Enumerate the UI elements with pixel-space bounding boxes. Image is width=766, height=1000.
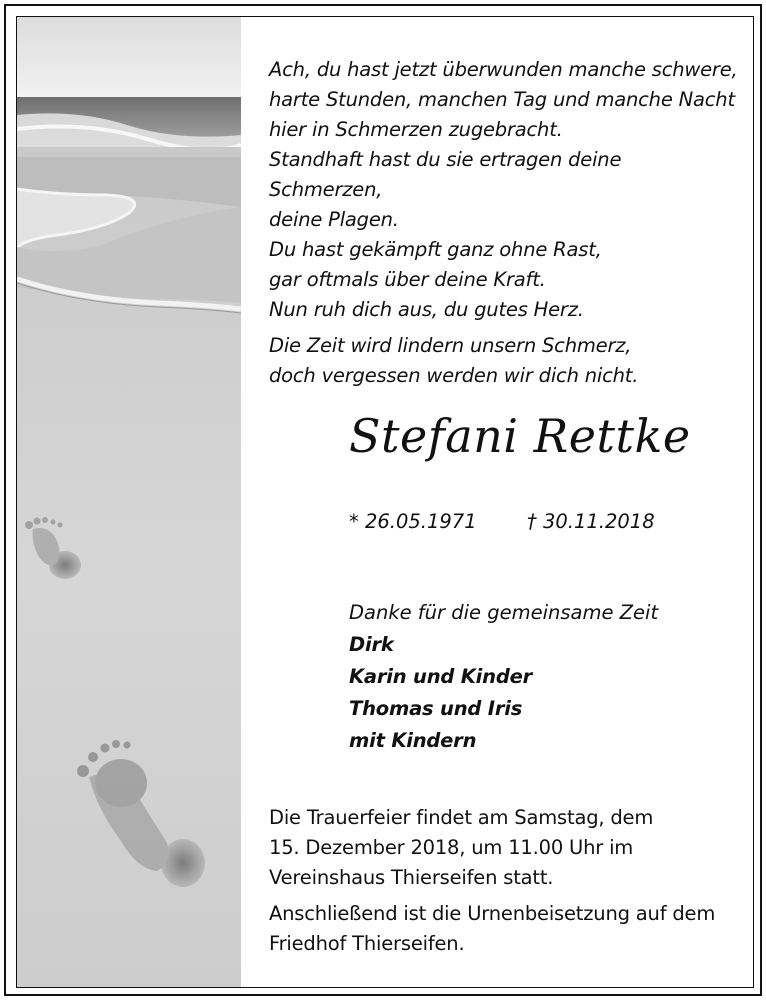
family-member: Thomas und Iris xyxy=(349,697,523,720)
inner-frame xyxy=(16,16,754,988)
burial-line: Anschließend ist die Urnenbeisetzung auf dem xyxy=(269,902,716,925)
poem-line: Die Zeit wird lindern unsern Schmerz, xyxy=(269,334,632,357)
poem-line: harte Stunden, manchen Tag und manche Nacht xyxy=(269,88,735,111)
poem-line: deine Plagen. xyxy=(269,208,399,231)
thanks-intro: Danke für die gemeinsame Zeit xyxy=(349,601,659,624)
poem-closing xyxy=(269,331,739,391)
beach-footprints-photo xyxy=(17,17,241,987)
poem-line: hier in Schmerzen zugebracht. xyxy=(269,118,563,141)
outer-frame xyxy=(4,4,762,996)
family-member: Karin und Kinder xyxy=(349,665,533,688)
obituary-text xyxy=(269,17,739,987)
burial-notice xyxy=(269,899,715,959)
poem-line: Standhaft hast du sie ertragen deine Schmerzen, xyxy=(269,148,622,201)
poem-line: gar oftmals über deine Kraft. xyxy=(269,268,546,291)
poem-line: doch vergessen werden wir dich nicht. xyxy=(269,364,639,387)
poem xyxy=(269,55,739,391)
service-line: Vereinshaus Thierseifen statt. xyxy=(269,866,554,889)
sky xyxy=(17,17,241,101)
poem-line: Du hast gekämpft ganz ohne Rast, xyxy=(269,238,602,261)
birth-date: * 26.05.1971 xyxy=(349,510,477,533)
death-date: † 30.11.2018 xyxy=(527,510,655,533)
service-line: Die Trauerfeier findet am Samstag, dem xyxy=(269,806,654,829)
poem-line: Ach, du hast jetzt überwunden manche schwere, xyxy=(269,58,738,81)
service-line: 15. Dezember 2018, um 11.00 Uhr im xyxy=(269,836,634,859)
thanks-block xyxy=(349,597,658,757)
deceased-name: Stefani Rettke xyxy=(349,409,691,463)
burial-line: Friedhof Thierseifen. xyxy=(269,932,465,955)
poem-line: Nun ruh dich aus, du gutes Herz. xyxy=(269,298,584,321)
service-notice xyxy=(269,803,715,959)
family-member: Dirk xyxy=(349,633,394,656)
family-member: mit Kindern xyxy=(349,729,477,752)
